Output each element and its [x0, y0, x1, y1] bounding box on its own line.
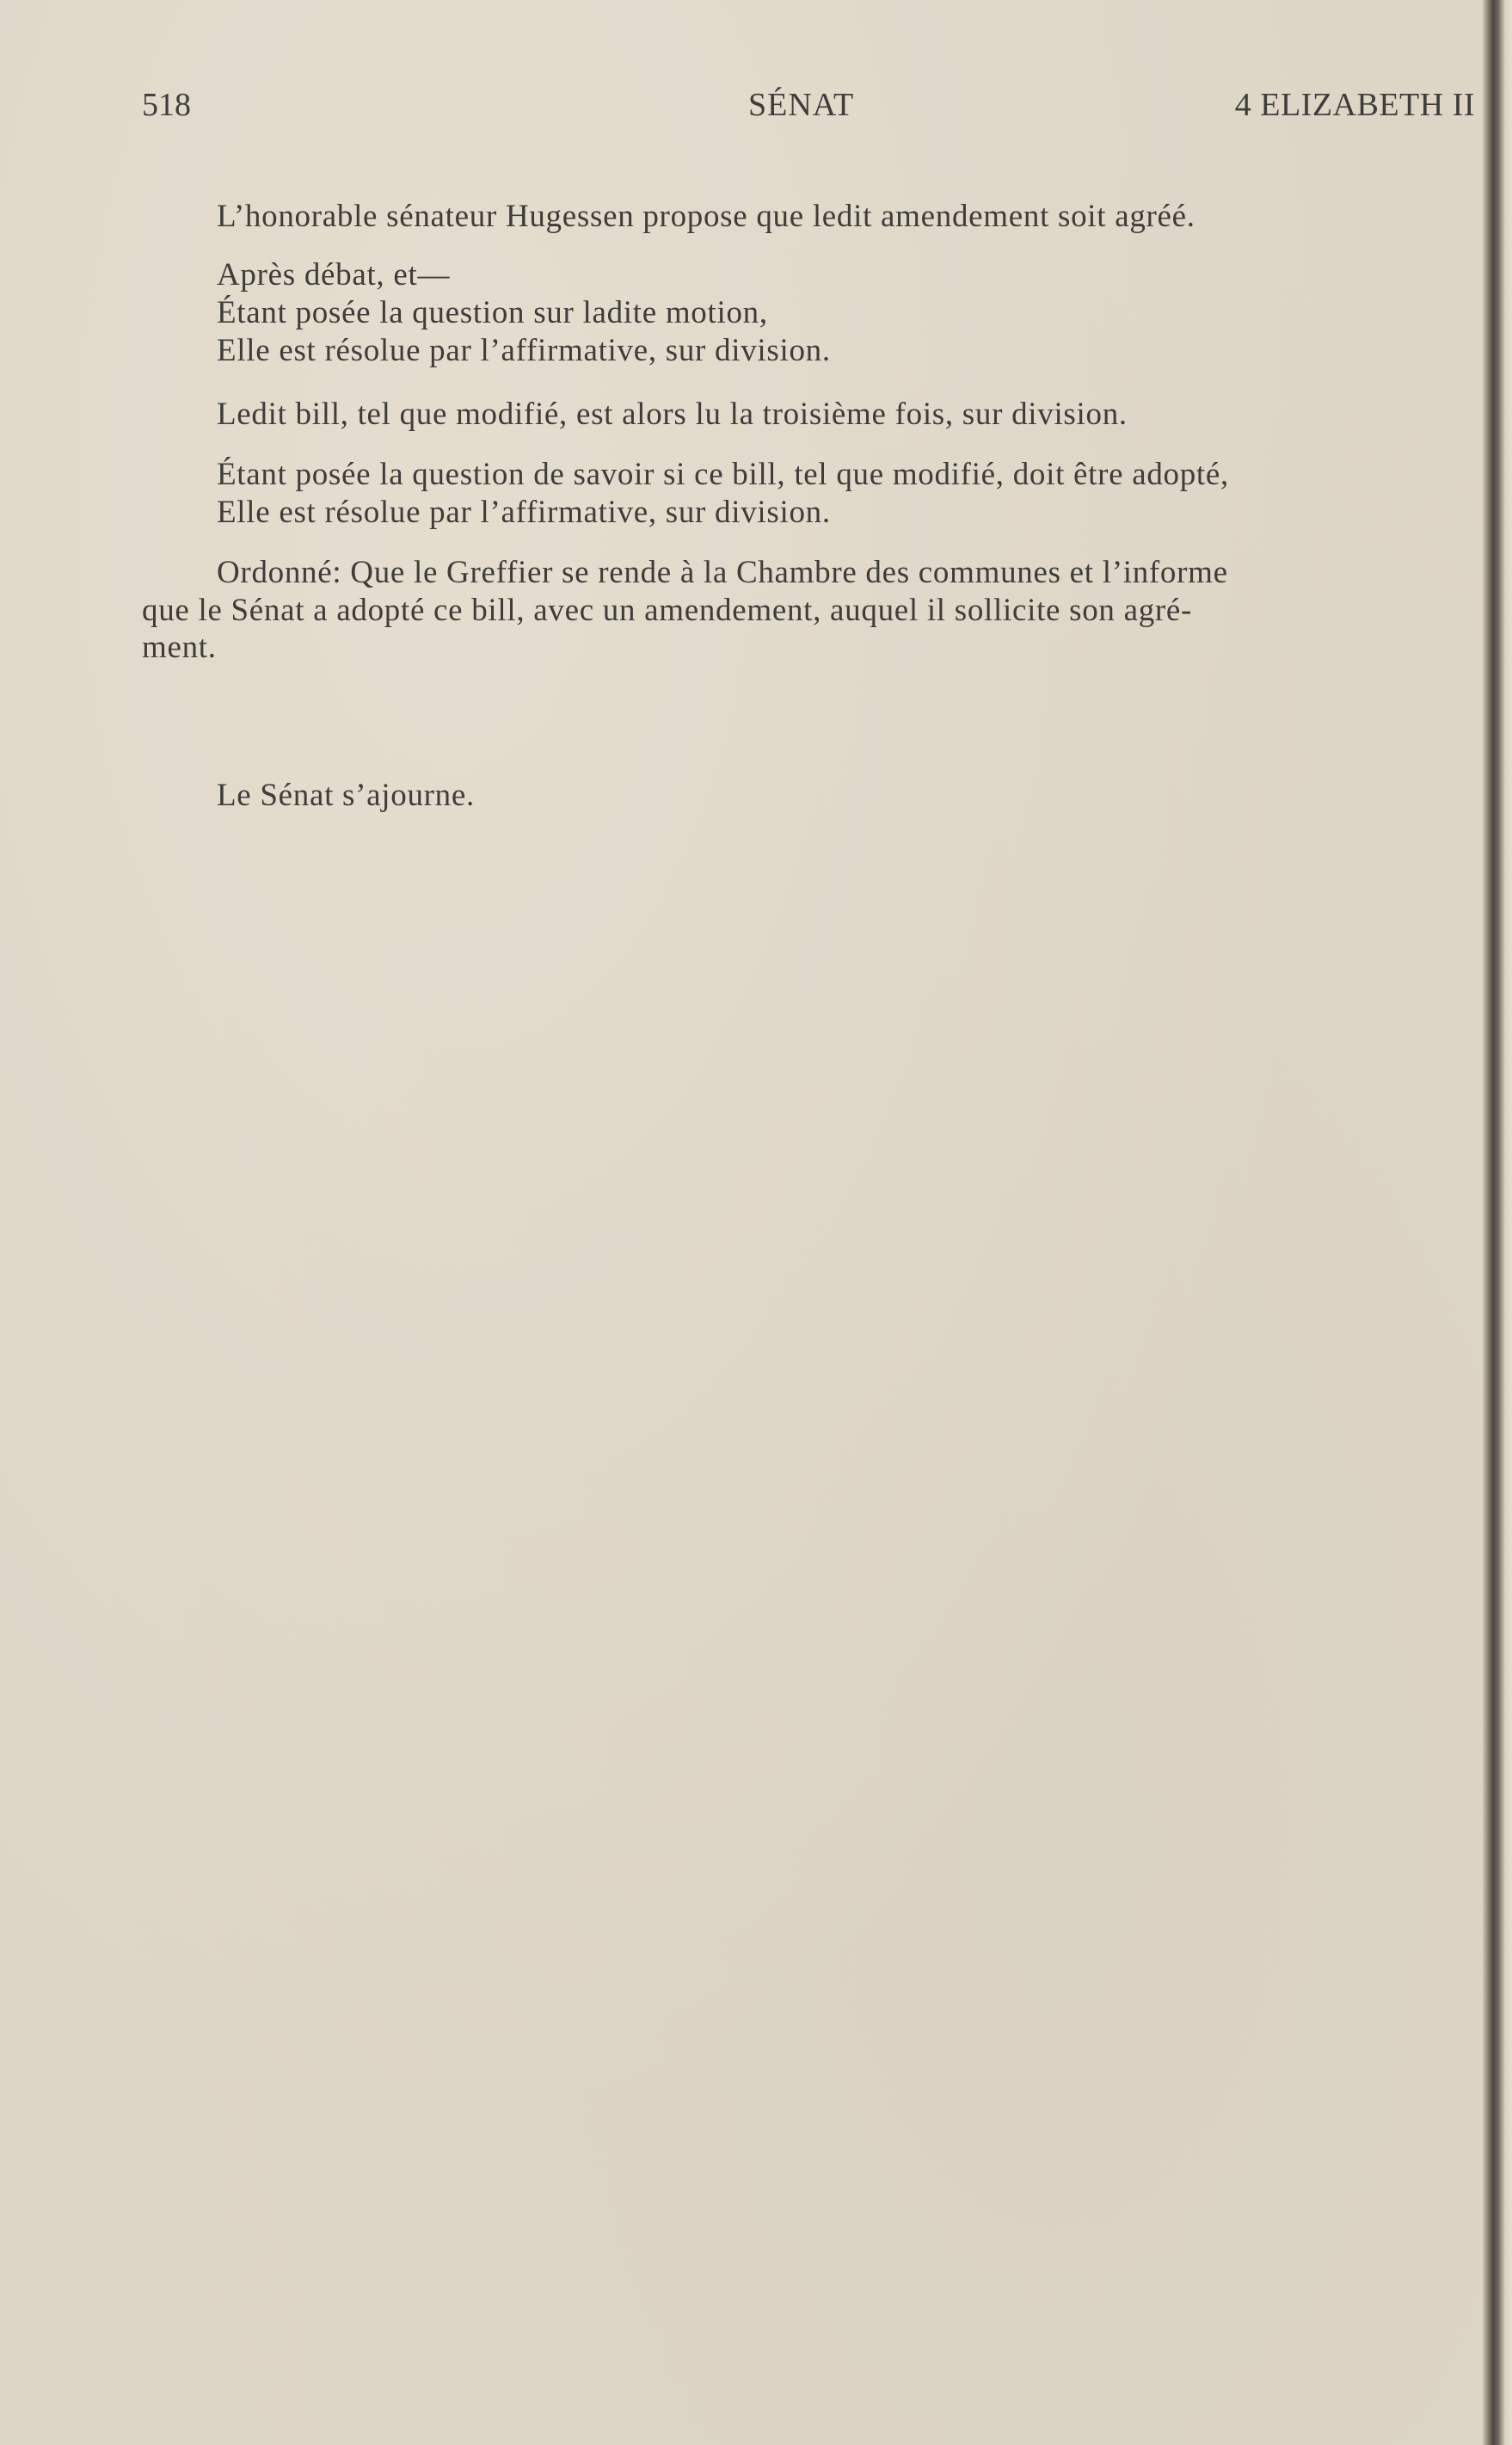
- book-binding-edge: [1483, 0, 1512, 2445]
- paragraph-debate-line-1: Après débat, et—: [217, 257, 451, 293]
- page-number: 518: [142, 87, 191, 123]
- running-title: SÉNAT: [748, 87, 855, 123]
- regnal-year: 4 ELIZABETH II: [1234, 87, 1475, 123]
- paragraph-order-line-3: ment.: [142, 630, 217, 665]
- paragraph-debate-line-2: Étant posée la question sur ladite motion,: [217, 295, 768, 330]
- paragraph-adoption-line-1: Étant posée la question de savoir si ce bill, tel que modifié, doit être adopté,: [217, 457, 1229, 492]
- paragraph-adoption-line-2: Elle est résolue par l’affirmative, sur division.: [217, 495, 831, 530]
- paragraph-order-line-1: Ordonné: Que le Greffier se rende à la Chambre des communes et l’informe: [217, 555, 1228, 590]
- paragraph-third-reading: Ledit bill, tel que modifié, est alors lu la troisième fois, sur division.: [217, 397, 1128, 432]
- page-header: [142, 86, 1475, 129]
- closing-adjournment: Le Sénat s’ajourne.: [217, 778, 475, 813]
- paragraph-debate-line-3: Elle est résolue par l’affirmative, sur division.: [217, 333, 831, 368]
- paragraph-order-line-2: que le Sénat a adopté ce bill, avec un amendement, auquel il sollicite son agré-: [142, 593, 1193, 628]
- paragraph-hugessen-motion: L’honorable sénateur Hugessen propose que ledit amendement soit agréé.: [217, 199, 1195, 234]
